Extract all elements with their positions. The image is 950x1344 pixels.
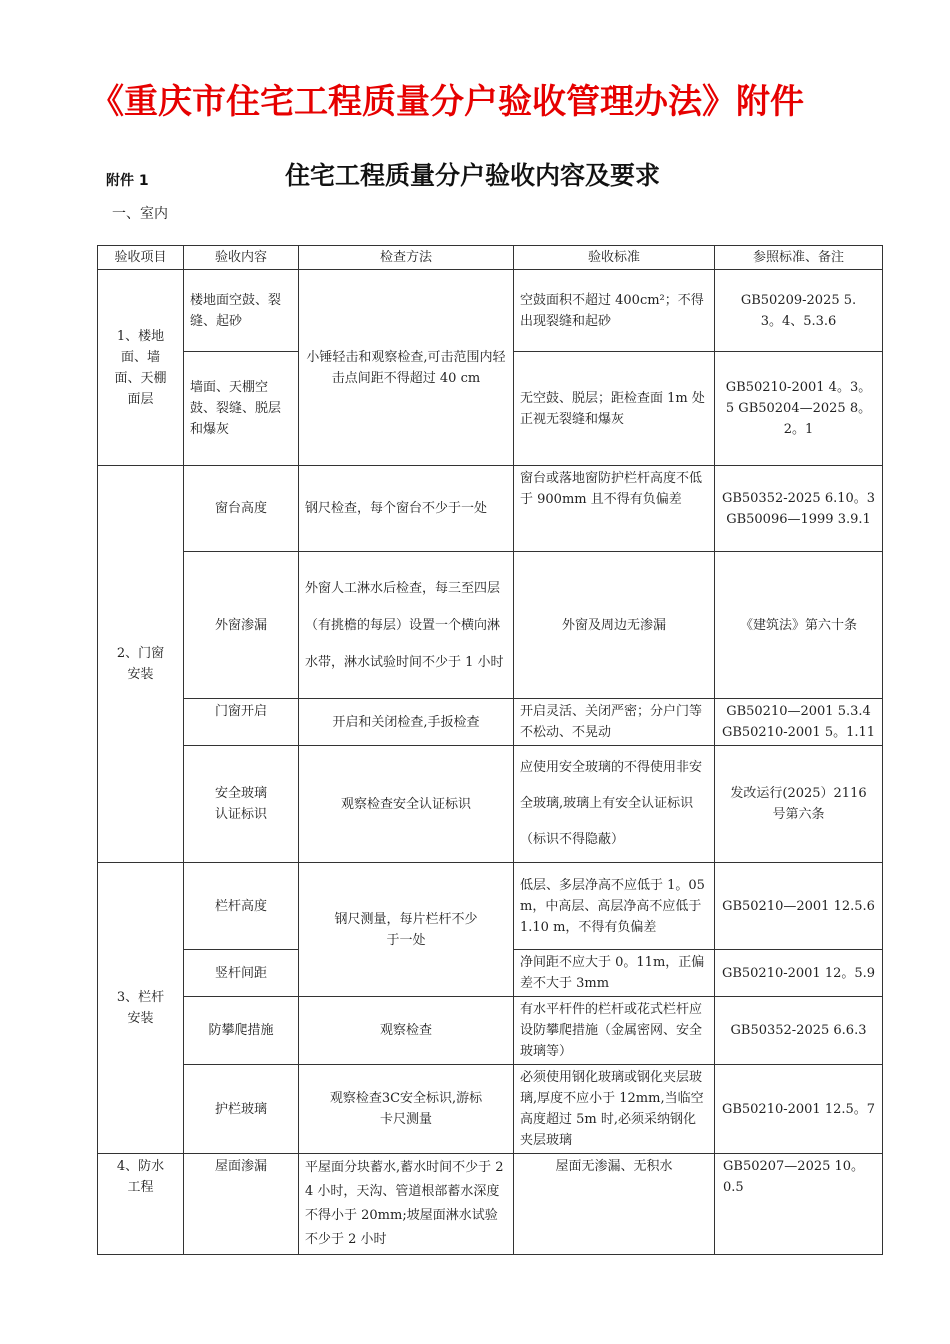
table-row [98,863,883,950]
table-row [98,270,883,352]
column-header: 验收内容 [184,246,299,270]
reference-cell: GB50209-2025 5.3。4、5.3.6 [715,270,883,352]
group-cell: 2、门窗安装 [98,466,184,863]
table-row [98,552,883,699]
table-row [98,997,883,1065]
method-cell: 观察检查安全认证标识 [299,746,514,863]
method-cell: 钢尺检查，每个窗台不少于一处 [299,466,514,552]
standard-cell: 低层、多层净高不应低于 1。05m，中高层、高层净高不应低于 1.10 m，不得有负偏差 [514,863,715,950]
reference-cell: GB50210-2001 12。5.9 [715,950,883,997]
standard-cell: 有水平杆件的栏杆或花式栏杆应设防攀爬措施（金属密网、安全玻璃等） [514,997,715,1065]
content-cell: 屋面渗漏 [184,1154,299,1255]
standard-cell: 空鼓面积不超过 400cm²；不得出现裂缝和起砂 [514,270,715,352]
reference-cell: GB50352-2025 6.6.3 [715,997,883,1065]
reference-cell: GB50210-2001 4。3。5 GB50204—2025 8。2。1 [715,352,883,466]
group-cell: 3、栏杆安装 [98,863,184,1154]
content-cell: 墙面、天棚空鼓、裂缝、脱层和爆灰 [184,352,299,466]
document-main-title: 《重庆市住宅工程质量分户验收管理办法》附件 [90,82,804,122]
column-header: 验收标准 [514,246,715,270]
reference-cell: 《建筑法》第六十条 [715,552,883,699]
content-cell: 安全玻璃认证标识 [184,746,299,863]
annex-label: 附件 1 [106,173,149,189]
table-row [98,1154,883,1255]
standard-cell: 净间距不应大于 0。11m，正偏差不大于 3mm [514,950,715,997]
standard-cell: 无空鼓、脱层；距检查面 1m 处正视无裂缝和爆灰 [514,352,715,466]
reference-cell: GB50210-2001 12.5。7 [715,1065,883,1154]
content-cell: 楼地面空鼓、裂缝、起砂 [184,270,299,352]
group-cell: 1、楼地面、墙面、天棚面层 [98,270,184,466]
group-cell: 4、防水工程 [98,1154,184,1255]
reference-cell: GB50207—2025 10。0.5 [715,1154,883,1255]
acceptance-table [97,245,883,1255]
content-cell: 栏杆高度 [184,863,299,950]
column-header: 参照标准、备注 [715,246,883,270]
standard-cell: 外窗及周边无渗漏 [514,552,715,699]
content-cell: 外窗渗漏 [184,552,299,699]
standard-cell: 屋面无渗漏、无积水 [514,1154,715,1255]
standard-cell: 应使用安全玻璃的不得使用非安全玻璃,玻璃上有安全认证标识（标识不得隐蔽） [514,746,715,863]
table-row [98,699,883,746]
reference-cell: GB50210—2001 5.3.4 GB50210-2001 5。1.11 [715,699,883,746]
column-header: 检查方法 [299,246,514,270]
table-row [98,746,883,863]
content-cell: 竖杆间距 [184,950,299,997]
method-cell: 观察检查 [299,997,514,1065]
standard-cell: 开启灵活、关闭严密；分户门等不松动、不晃动 [514,699,715,746]
document-subtitle: 住宅工程质量分户验收内容及要求 [285,161,661,190]
method-cell: 小锤轻击和观察检查,可击范围内轻击点间距不得超过 40 cm [299,270,514,466]
content-cell: 窗台高度 [184,466,299,552]
method-cell: 外窗人工淋水后检查，每三至四层（有挑檐的每层）设置一个横向淋水带，淋水试验时间不少于 1 小时 [299,552,514,699]
table-header-row [98,246,883,270]
method-cell: 平屋面分块蓄水,蓄水时间不少于 24 小时，天沟、管道根部蓄水深度不得小于 20mm;坡屋面淋水试验不少于 2 小时 [299,1154,514,1255]
content-cell: 防攀爬措施 [184,997,299,1065]
reference-cell: 发改运行(2025）2116 号第六条 [715,746,883,863]
column-header: 验收项目 [98,246,184,270]
content-cell: 护栏玻璃 [184,1065,299,1154]
reference-cell: GB50352-2025 6.10。3 GB50096—1999 3.9.1 [715,466,883,552]
reference-cell: GB50210—2001 12.5.6 [715,863,883,950]
method-cell: 钢尺测量，每片栏杆不少于一处 [299,863,514,997]
section-heading: 一、室内 [112,206,168,222]
standard-cell: 窗台或落地窗防护栏杆高度不低于 900mm 且不得有负偏差 [514,466,715,552]
content-cell: 门窗开启 [184,699,299,746]
table-row [98,1065,883,1154]
table-row [98,466,883,552]
method-cell: 开启和关闭检查,手扳检查 [299,699,514,746]
method-cell: 观察检查3C安全标识,游标卡尺测量 [299,1065,514,1154]
standard-cell: 必须使用钢化玻璃或钢化夹层玻璃,厚度不应小于 12mm,当临空高度超过 5m 时,必须采纳钢化夹层玻璃 [514,1065,715,1154]
